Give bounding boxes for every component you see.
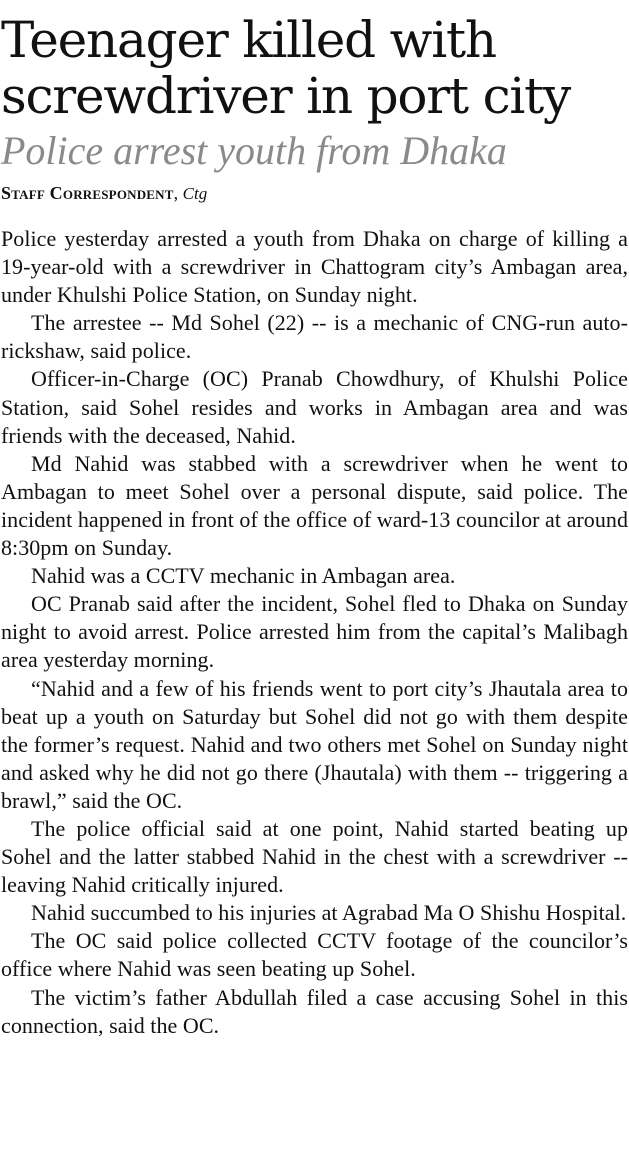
article-body	[0, 205, 628, 1040]
byline-separator: ,	[173, 183, 183, 203]
paragraph-1: Police yesterday arrested a youth from Dhaka on charge of killing a 19-year-old with a screwdriver in Chattogram city’s Ambagan area, under Khulshi Police Station, on Sunday night.	[1, 226, 628, 308]
subheadline: Police arrest youth from Dhaka	[1, 128, 507, 173]
headline	[0, 0, 629, 124]
paragraph-6: OC Pranab said after the incident, Sohel fled to Dhaka on Sunday night to avoid arrest. Police arrested him from the capital’s Malibagh area yesterday morning.	[1, 591, 628, 673]
paragraph-7: “Nahid and a few of his friends went to port city’s Jhautala area to beat up a youth on Saturday but Sohel did not go with them despite the former’s request. Nahid and two others met Sohel on Sunday night and asked why he did not go there (Jhautala) with them -- triggering a brawl,” said the OC.	[1, 675, 628, 813]
paragraph-11: The victim’s father Abdullah filed a case accusing Sohel in this connection, said the OC.	[1, 984, 628, 1038]
headline-line-2: screwdriver in port city	[1, 67, 571, 125]
paragraph-8: The police official said at one point, Nahid started beating up Sohel and the latter stabbed Nahid in the chest with a screwdriver -- leaving Nahid critically injured.	[1, 815, 628, 898]
headline-line-1: Teenager killed with	[1, 11, 496, 69]
paragraph-9: Nahid succumbed to his injuries at Agrabad Ma O Shishu Hospital.	[31, 900, 627, 926]
byline-location: Ctg	[182, 184, 208, 203]
paragraph-4: Md Nahid was stabbed with a screwdriver when he went to Ambagan to meet Sohel over a personal dispute, said police. The incident happened in front of the office of ward-13 councilor at around 8:30pm on Sunday.	[1, 450, 628, 561]
paragraph-3: Officer-in-Charge (OC) Pranab Chowdhury, of Khulshi Police Station, said Sohel resides and works in Ambagan area and was friends with the deceased, Nahid.	[1, 366, 628, 448]
paragraph-10: The OC said police collected CCTV footage of the councilor’s office where Nahid was seen beating up Sohel.	[1, 928, 628, 982]
byline-author: Staff Correspondent	[1, 183, 174, 203]
paragraph-2: The arrestee -- Md Sohel (22) -- is a mechanic of CNG-run auto-rickshaw, said police.	[1, 310, 628, 364]
byline	[0, 174, 629, 205]
paragraph-5: Nahid was a CCTV mechanic in Ambagan area.	[31, 563, 456, 589]
